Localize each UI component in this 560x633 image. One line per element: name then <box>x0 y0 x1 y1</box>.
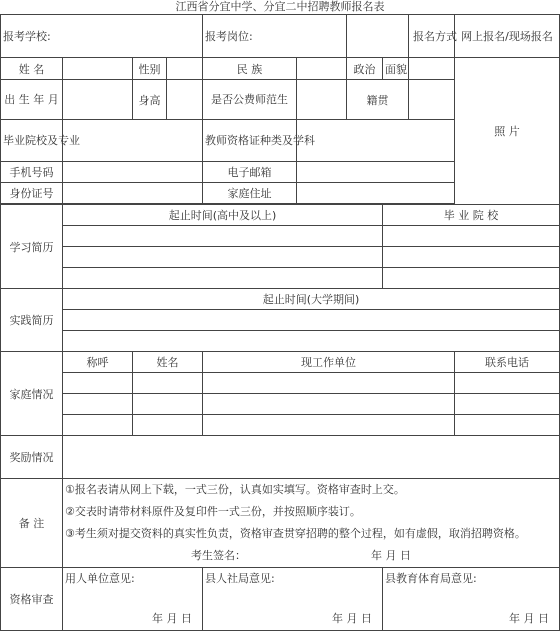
form-title: 江西省分宜中学、分宜二中招聘教师报名表 <box>175 0 385 13</box>
family-phone-1[interactable] <box>455 373 560 394</box>
ethnicity-label: 民 族 <box>203 58 297 80</box>
edu-opinion-date: 年 月 日 <box>509 612 550 625</box>
gender-value[interactable] <box>167 58 203 80</box>
study-period-3[interactable] <box>63 268 383 289</box>
study-period-1[interactable] <box>63 226 383 247</box>
ethnicity-value[interactable] <box>297 58 347 80</box>
apply-school-label: 报考学校: <box>1 15 203 58</box>
apply-position-label: 报考岗位: <box>203 15 347 58</box>
graduate-value[interactable] <box>63 120 203 162</box>
family-relation-2[interactable] <box>63 394 133 415</box>
apply-method-value: 网上报名/现场报名 <box>455 15 560 58</box>
origin-label: 籍贯 <box>347 80 409 120</box>
practice-history-label: 实践简历 <box>1 289 63 352</box>
cert-value[interactable] <box>297 120 455 162</box>
normal-student-label: 是否公费师范生 <box>203 80 297 120</box>
edu-opinion-label: 县教育体育局意见: <box>385 572 477 585</box>
politics-label: 政治 <box>347 58 383 80</box>
phone-value[interactable] <box>63 162 203 183</box>
family-name-3[interactable] <box>133 415 203 436</box>
height-label: 身高 <box>133 80 167 120</box>
family-work-header: 现工作单位 <box>203 352 455 373</box>
remarks-label: 备 注 <box>1 479 63 568</box>
cert-label: 教师资格证种类及学科 <box>203 120 297 162</box>
employer-opinion[interactable] <box>63 568 203 631</box>
review-label: 资格审查 <box>1 568 63 631</box>
employer-opinion-label: 用人单位意见: <box>65 572 135 585</box>
family-name-header: 姓名 <box>133 352 203 373</box>
hr-opinion-date: 年 月 日 <box>332 612 373 625</box>
registration-form-table <box>0 14 560 631</box>
practice-row-2[interactable] <box>63 331 560 352</box>
family-relation-1[interactable] <box>63 373 133 394</box>
family-name-1[interactable] <box>133 373 203 394</box>
study-history-label: 学习简历 <box>1 205 63 289</box>
reward-label: 奖励情况 <box>1 436 63 479</box>
family-phone-2[interactable] <box>455 394 560 415</box>
email-label: 电子邮箱 <box>203 162 297 183</box>
edu-opinion[interactable] <box>383 568 560 631</box>
family-label: 家庭情况 <box>1 352 63 436</box>
email-value[interactable] <box>297 162 455 183</box>
study-school-header: 毕 业 院 校 <box>383 205 560 226</box>
hr-opinion[interactable] <box>203 568 383 631</box>
family-phone-3[interactable] <box>455 415 560 436</box>
gender-label: 性别 <box>133 58 167 80</box>
apply-method-label: 报名方式 <box>409 15 455 58</box>
study-period-header: 起止时间(高中及以上) <box>63 205 383 226</box>
id-label: 身份证号 <box>1 183 63 204</box>
birth-label: 出 生 年 月 <box>1 80 63 120</box>
family-relation-3[interactable] <box>63 415 133 436</box>
practice-row-1[interactable] <box>63 310 560 331</box>
apply-position-value[interactable] <box>347 15 409 58</box>
politics-value[interactable] <box>409 58 455 80</box>
family-relation-header: 称呼 <box>63 352 133 373</box>
address-label: 家庭住址 <box>203 183 297 204</box>
study-school-1[interactable] <box>383 226 560 247</box>
candidate-signature-date: 年 月 日 <box>371 549 411 562</box>
candidate-signature-label: 考生签名： <box>191 549 246 562</box>
address-value[interactable] <box>297 183 455 204</box>
remark-note-3: ③考生须对提交资料的真实性负责，资格审查贯穿招聘的整个过程，如有虚假，取消招聘资格。 <box>65 527 526 540</box>
name-label: 姓 名 <box>1 58 63 80</box>
politics-label-2: 面貌 <box>383 58 409 80</box>
employer-opinion-date: 年 月 日 <box>152 612 193 625</box>
normal-student-value[interactable] <box>297 80 347 120</box>
family-work-3[interactable] <box>203 415 455 436</box>
study-school-3[interactable] <box>383 268 560 289</box>
photo-cell: 照 片 <box>455 58 560 205</box>
study-period-2[interactable] <box>63 247 383 268</box>
graduate-label: 毕业院校及专业 <box>1 120 63 162</box>
hr-opinion-label: 县人社局意见: <box>205 572 275 585</box>
family-work-1[interactable] <box>203 373 455 394</box>
height-value[interactable] <box>167 80 203 120</box>
phone-label: 手机号码 <box>1 162 63 183</box>
family-work-2[interactable] <box>203 394 455 415</box>
reward-value[interactable] <box>63 436 560 479</box>
birth-value[interactable] <box>63 80 133 120</box>
family-phone-header: 联系电话 <box>455 352 560 373</box>
practice-period-header: 起止时间(大学期间) <box>63 289 560 310</box>
remarks-content <box>63 479 560 568</box>
name-value[interactable] <box>63 58 133 80</box>
remark-note-2: ②交表时请带材料原件及复印件一式三份，并按照顺序装订。 <box>65 505 361 518</box>
id-value[interactable] <box>63 183 203 204</box>
family-name-2[interactable] <box>133 394 203 415</box>
study-school-2[interactable] <box>383 247 560 268</box>
origin-value[interactable] <box>409 80 455 120</box>
remark-note-1: ①报名表请从网上下载，一式三份，认真如实填写。资格审查时上交。 <box>65 483 405 496</box>
